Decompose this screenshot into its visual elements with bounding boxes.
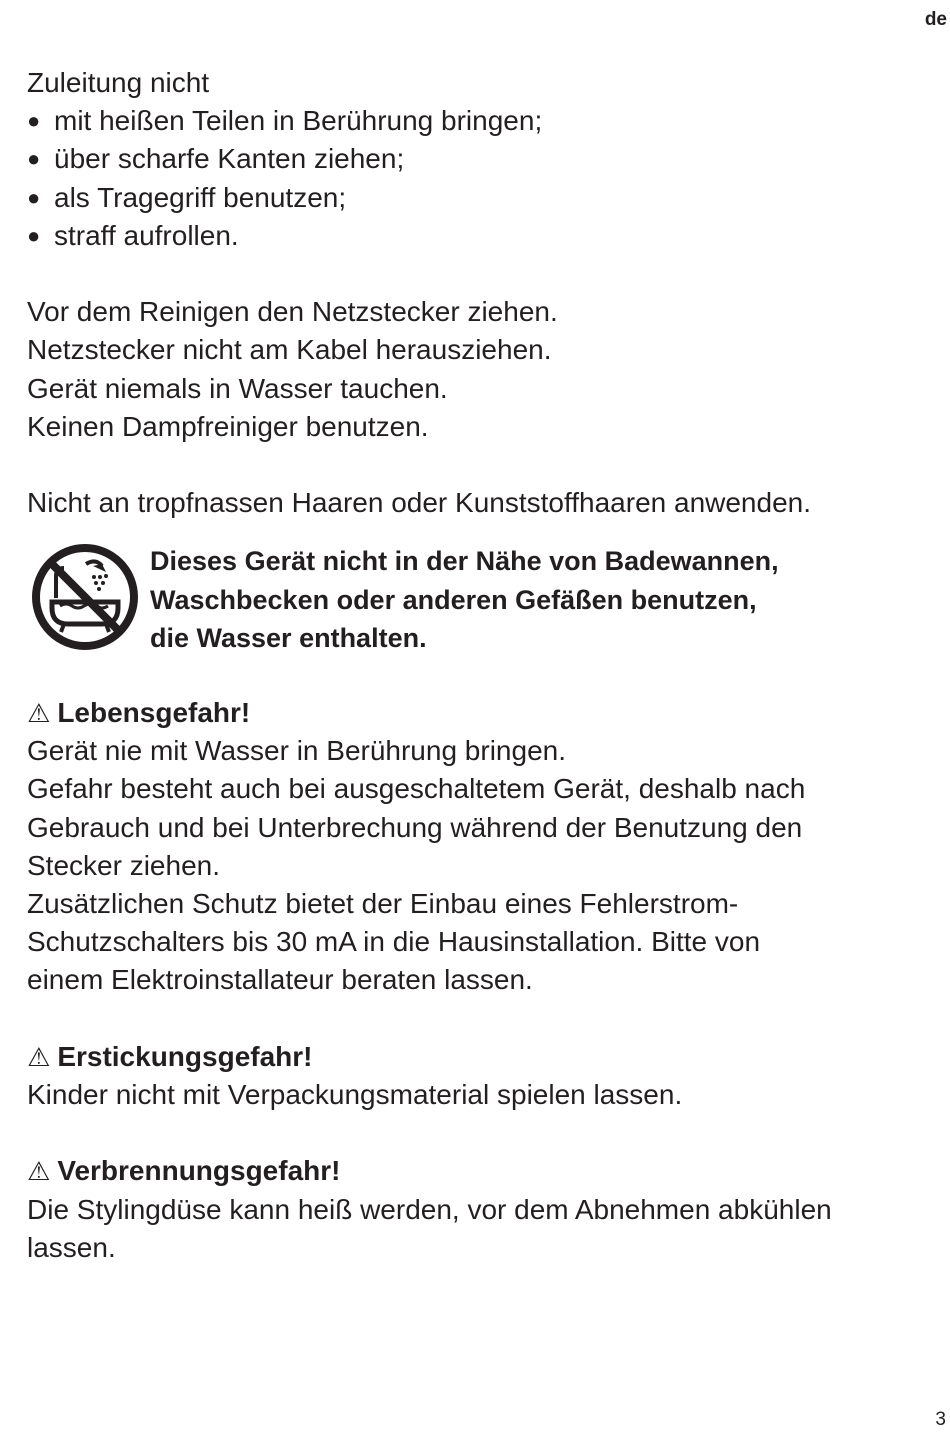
warning-triangle-icon: ⚠ <box>27 697 51 728</box>
safety-instructions <box>27 64 927 1267</box>
burn-line: Die Stylingdüse kann heiß werden, vor dem Abnehmen abkühlen <box>27 1193 832 1225</box>
suffocation-line: Kinder nicht mit Verpackungsmaterial spielen lassen. <box>27 1078 683 1110</box>
warning-triangle-icon: ⚠ <box>27 1156 51 1187</box>
no-bathtub-icon <box>30 542 140 652</box>
warning-triangle-icon: ⚠ <box>27 1041 51 1072</box>
bullet-icon: ● <box>27 184 41 210</box>
hair-note: Nicht an tropfnassen Haaren oder Kunststoffhaaren anwenden. <box>27 487 811 519</box>
suffocation-heading <box>27 1038 927 1076</box>
bullet-icon: ● <box>27 146 41 172</box>
list-item-text: als Tragegriff benutzen; <box>54 181 347 213</box>
list-item <box>27 217 927 255</box>
language-code: de <box>924 9 947 30</box>
bath-warning-line: Dieses Gerät nicht in der Nähe von Badewannen, <box>150 546 779 577</box>
burn-line: lassen. <box>27 1231 116 1263</box>
heading-text: Lebensgefahr! <box>57 696 251 728</box>
life-danger-line: Gerät nie mit Wasser in Berührung bringen. <box>27 735 566 767</box>
bath-warning <box>27 542 927 658</box>
list-item <box>27 102 927 140</box>
cord-intro: Zuleitung nicht <box>27 67 210 98</box>
list-item <box>27 140 927 178</box>
bath-warning-line: Waschbecken oder anderen Gefäßen benutzen, <box>150 584 757 615</box>
life-danger-line: Gebrauch und bei Unterbrechung während der Benutzung den <box>27 811 803 843</box>
heading-text: Erstickungsgefahr! <box>57 1040 313 1072</box>
life-danger-line: Stecker ziehen. <box>27 849 220 881</box>
burn-heading <box>27 1152 927 1190</box>
life-danger-line: Gefahr besteht auch bei ausgeschaltetem Gerät, deshalb nach <box>27 773 806 805</box>
heading-text: Verbrennungsgefahr! <box>57 1155 341 1187</box>
cleaning-line: Vor dem Reinigen den Netzstecker ziehen. <box>27 296 558 328</box>
list-item <box>27 179 927 217</box>
list-item-text: straff aufrollen. <box>54 219 239 251</box>
life-danger-line: Zusätzlichen Schutz bietet der Einbau eines Fehlerstrom- <box>27 887 739 919</box>
life-danger-line: Schutzschalters bis 30 mA in die Hausinstallation. Bitte von <box>27 926 761 958</box>
cleaning-line: Gerät niemals in Wasser tauchen. <box>27 372 448 404</box>
bath-warning-line: die Wasser enthalten. <box>150 623 427 654</box>
cleaning-line: Keinen Dampfreiniger benutzen. <box>27 410 429 442</box>
bullet-icon: ● <box>27 108 41 134</box>
bullet-icon: ● <box>27 222 41 248</box>
life-danger-heading <box>27 694 927 732</box>
bath-warning-text <box>150 542 779 658</box>
life-danger-line: einem Elektroinstallateur beraten lassen. <box>27 964 533 996</box>
list-item-text: mit heißen Teilen in Berührung bringen; <box>54 105 543 137</box>
list-item-text: über scharfe Kanten ziehen; <box>54 143 405 175</box>
page-number: 3 <box>935 1409 946 1430</box>
cleaning-line: Netzstecker nicht am Kabel herausziehen. <box>27 334 552 366</box>
